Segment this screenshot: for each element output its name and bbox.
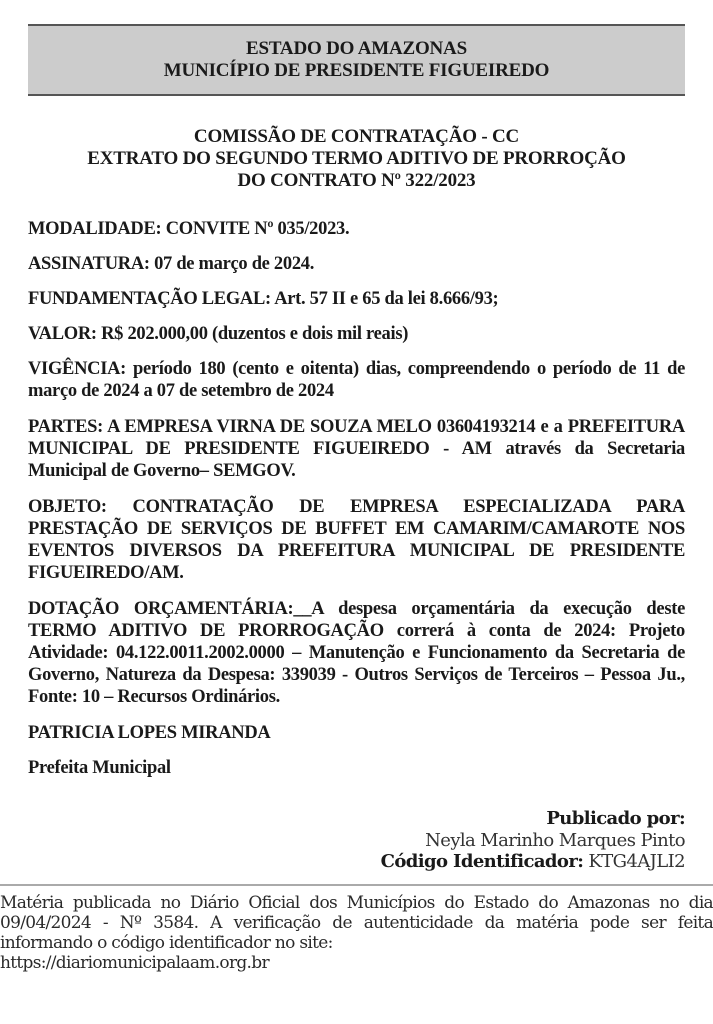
footer-divider [0, 884, 713, 886]
document-header [28, 24, 685, 96]
title-contract: DO CONTRATO Nº 322/2023 [237, 170, 476, 191]
signatory-name: PATRICIA LOPES MIRANDA [28, 723, 271, 743]
vigencia-paragraph: VIGÊNCIA: período 180 (cento e oitenta) dias, compreendendo o período de 11 de março de 2024 a 07 de setembro de 2024 [28, 359, 685, 401]
publisher-name: Neyla Marinho Marques Pinto [425, 829, 685, 851]
fundamentacao-paragraph: FUNDAMENTAÇÃO LEGAL: Art. 57 II e 65 da lei 8.666/93; [28, 289, 499, 309]
title-extract: EXTRATO DO SEGUNDO TERMO ADITIVO DE PRORROÇÃO [87, 148, 626, 169]
header-state: ESTADO DO AMAZONAS [246, 38, 467, 59]
publication-info [381, 808, 685, 873]
footer-url-link[interactable]: https://diariomunicipalaam.org.br [0, 953, 269, 973]
valor-paragraph: VALOR: R$ 202.000,00 (duzentos e dois mil reais) [28, 324, 409, 344]
header-municipality: MUNICÍPIO DE PRESIDENTE FIGUEIREDO [163, 60, 550, 81]
signatory-role: Prefeita Municipal [28, 758, 171, 778]
assinatura-paragraph: ASSINATURA: 07 de março de 2024. [28, 254, 315, 274]
footer-note [0, 893, 713, 973]
title-commission: COMISSÃO DE CONTRATAÇÃO - CC [193, 126, 520, 147]
dotacao-paragraph: DOTAÇÃO ORÇAMENTÁRIA:__A despesa orçamentária da execução deste TERMO ADITIVO DE PRORROGAÇÃO correrá à conta de 2024: Projeto Atividade: 04.122.0011.2002.0000 – Manutenção e Funcionamento da Secretaria de Governo, Natureza da Despesa: 339039 - Outros Serviços de Terceiros – Pessoa Ju., Fonte: 10 – Recursos Ordinários. [28, 599, 685, 707]
partes-paragraph: PARTES: A EMPRESA VIRNA DE SOUZA MELO 03604193214 e a PREFEITURA MUNICIPAL DE PRESIDENTE FIGUEIREDO - AM através da Secretaria Municipal de Governo– SEMGOV. [28, 417, 685, 481]
modalidade-paragraph: MODALIDADE: CONVITE Nº 035/2023. [28, 219, 350, 239]
identifier-code: KTG4AJLI2 [588, 851, 685, 872]
identifier-label: Código Identificador: [380, 851, 584, 872]
identifier-row [381, 851, 685, 873]
published-by-label: Publicado por: [546, 808, 685, 829]
footer-text: Matéria publicada no Diário Oficial dos Municípios do Estado do Amazonas no dia 09/04/2024 - Nº 3584. A verificação de autenticidade da matéria pode ser feita informando o código identificador no site: [0, 893, 713, 953]
document-title [0, 126, 713, 192]
objeto-paragraph: OBJETO: CONTRATAÇÃO DE EMPRESA ESPECIALIZADA PARA PRESTAÇÃO DE SERVIÇOS DE BUFFET EM CAMARIM/CAMAROTE NOS EVENTOS DIVERSOS DA PREFEITURA MUNICIPAL DE PRESIDENTE FIGUEIREDO/AM. [28, 497, 685, 583]
document-body [28, 218, 685, 792]
